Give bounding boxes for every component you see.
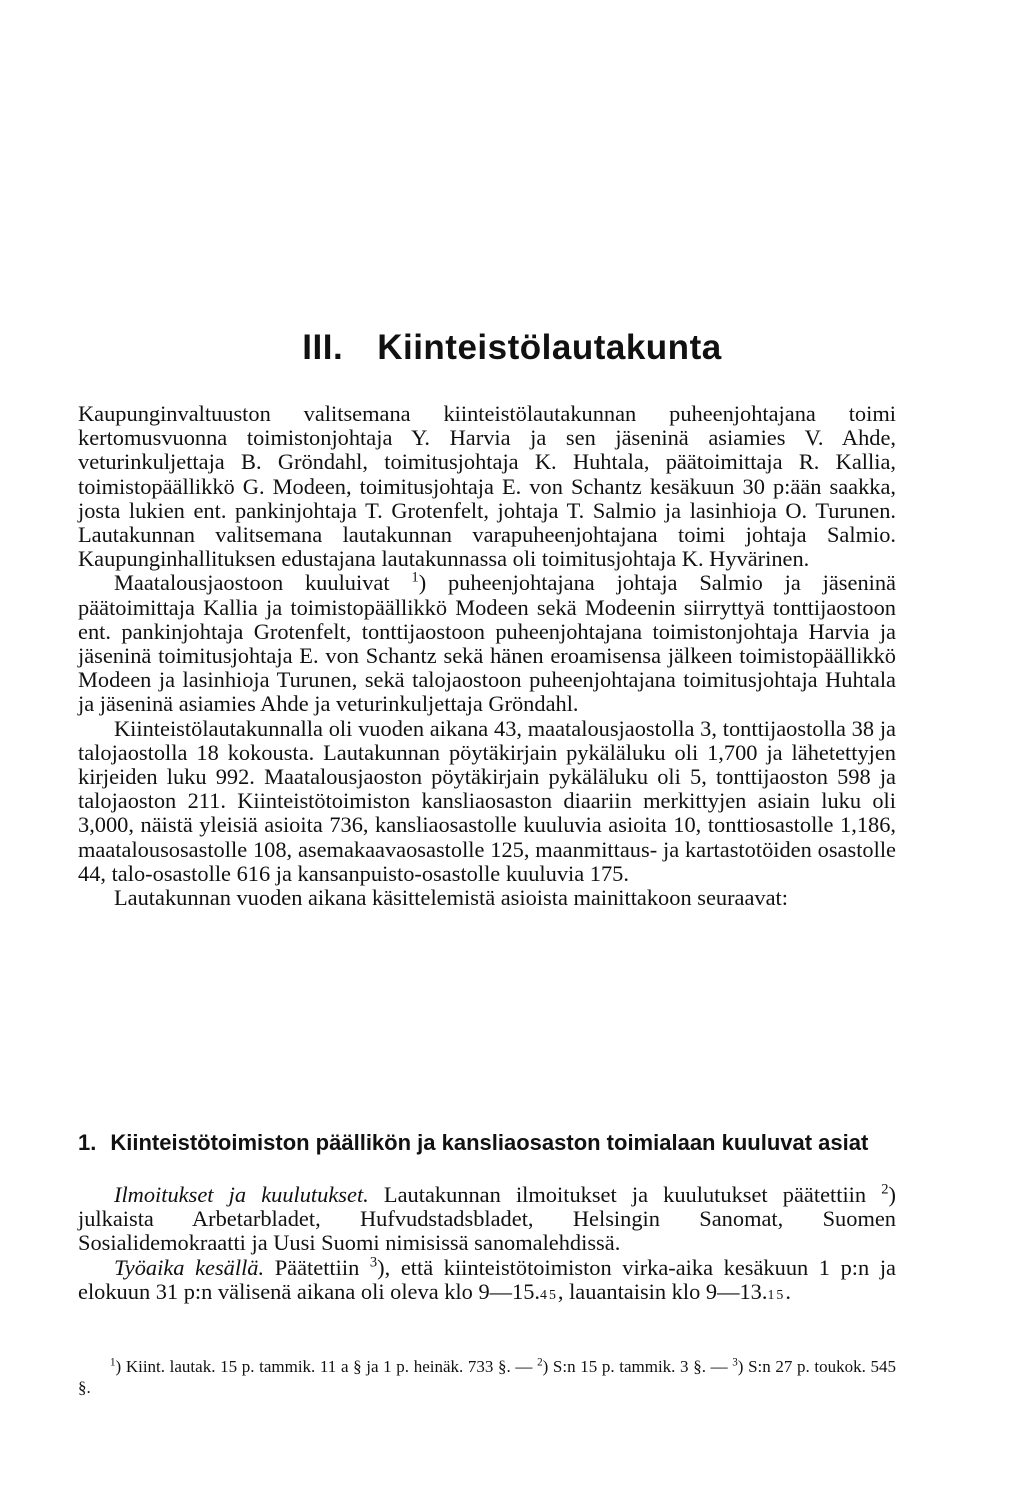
announcements-text-rest: ) julkaista Arbetarbladet, Hufvudstadsbladet, Helsingin Sanomat, Suomen Sosialidemokraatti ja Uusi Suomi nimisissä sanomalehdissä. bbox=[78, 1182, 896, 1256]
footnote-mark-1: 1 bbox=[110, 1356, 116, 1369]
footnotes bbox=[78, 1356, 896, 1398]
section-title: Kiinteistötoimiston päällikön ja kansliaosaston toimialaan kuuluvat asiat bbox=[110, 1130, 869, 1155]
runin-heading-summer-hours: Työaika kesällä. bbox=[114, 1254, 265, 1280]
paragraph-announcements bbox=[78, 1183, 896, 1256]
footnote-mark-2: 2 bbox=[537, 1356, 543, 1369]
section-number: 1. bbox=[78, 1130, 97, 1155]
summer-hours-minutes-saturday: 15 bbox=[767, 1287, 786, 1303]
footnote-2: ) S:n 15 p. tammik. 3 §. — bbox=[542, 1357, 728, 1376]
paragraph-intro: Lautakunnan vuoden aikana käsittelemistä asioista mainittakoon seuraavat: bbox=[114, 885, 788, 911]
paragraph-summer-hours bbox=[78, 1256, 896, 1308]
chapter-number: III. bbox=[302, 328, 344, 367]
summer-hours-text: ), että kiinteistötoimiston virka-aika kesäkuun 1 p:n ja elokuun 31 p:n välisenä aikana oli oleva klo 9—15. bbox=[78, 1254, 896, 1304]
summer-hours-end: . bbox=[785, 1278, 791, 1304]
footnote-1: ) Kiint. lautak. 15 p. tammik. 11 a § ja 1 p. heinäk. 733 §. — bbox=[115, 1357, 533, 1376]
paragraph-members: Kaupunginvaltuuston valitsemana kiinteistölautakunnan puheenjohtajana toimi kertomusvuonna toimistonjohtaja Y. Harvia ja sen jäseninä asiamies V. Ahde, veturinkuljettaja B. Gröndahl, toimitusjohtaja K. Huhtala, päätoimittaja R. Kallia, toimistopäällikkö G. Modeen, toimitusjohtaja E. von Schantz kesäkuun 30 p:ään saakka, josta lukien ent. pankinjohtaja T. Grotenfelt, johtaja T. Salmio ja lasinhioja O. Turunen. Lautakunnan valitsemana lautakunnan varapuheenjohtajana toimi johtaja Salmio. Kaupunginhallituksen edustajana lautakunnassa oli toimitusjohtaja K. Hyvärinen. bbox=[78, 401, 896, 572]
footnote-ref-3: 3 bbox=[369, 1254, 378, 1271]
paragraph-subcommittees-rest: ) puheenjohtajana johtaja Salmio ja jäseninä päätoimittaja Kallia ja toimistopäällikkö Modeen sekä Modeenin siirryttyä tonttijaostoon ent. pankinjohtaja Grotenfelt, tonttijaostoon puheenjohtajana toimistonjohtaja Harvia ja jäseninä toimitusjohtaja E. von Schantz sekä hänen eroamisensa jälkeen toimistopäällikkö Modeen ja lasinhioja Turunen, sekä talojaostoon puheenjohtajana toimitusjohtaja Huhtala ja jäseninä asiamies Ahde ja veturinkuljettaja Gröndahl. bbox=[78, 570, 896, 717]
summer-hours-text-start: Päätettiin bbox=[274, 1254, 360, 1280]
chapter-title-text: Kiinteistölautakunta bbox=[377, 328, 722, 367]
footnote-ref-2: 2 bbox=[881, 1181, 889, 1198]
paragraph-subcommittees bbox=[78, 571, 896, 716]
summer-hours-minutes-weekday: 45 bbox=[540, 1287, 558, 1303]
footnote-3: ) S:n 27 p. toukok. 545 §. bbox=[78, 1357, 897, 1397]
section-heading bbox=[78, 1130, 908, 1156]
section-body bbox=[78, 1183, 896, 1308]
chapter-body bbox=[78, 402, 896, 910]
announcements-text-start: Lautakunnan ilmoitukset ja kuulutukset päätettiin bbox=[383, 1182, 867, 1207]
footnote-mark-3: 3 bbox=[732, 1356, 738, 1369]
paragraph-subcommittees-start: Maatalousjaostoon kuuluivat bbox=[114, 570, 390, 596]
footnote-ref-1: 1 bbox=[411, 569, 419, 586]
summer-hours-saturday: , lauantaisin klo 9—13. bbox=[557, 1278, 768, 1304]
chapter-title bbox=[0, 328, 1024, 368]
paragraph-meetings: Kiinteistölautakunnalla oli vuoden aikana 43, maatalousjaostolla 3, tonttijaostolla 38 ja talojaostolla 18 kokousta. Lautakunnan pöytäkirjain pykäläluku oli 1,700 ja lähetettyjen kirjeiden luku 992. Maatalousjaoston pöytäkirjain pykäläluku oli 5, tonttijaoston 598 ja talojaoston 211. Kiinteistötoimiston kansliaosaston diaariin merkittyjen asiain luku oli 3,000, näistä yleisiä asioita 736, kansliaosastolle kuuluvia asioita 10, tonttiosastolle 1,186, maatalousosastolle 108, asemakaavaosastolle 125, maanmittaus- ja kartastotöiden osastolle 44, talo-osastolle 616 ja kansanpuisto-osastolle kuuluvia 175. bbox=[78, 715, 896, 886]
runin-heading-announcements: Ilmoitukset ja kuulutukset. bbox=[114, 1182, 369, 1207]
